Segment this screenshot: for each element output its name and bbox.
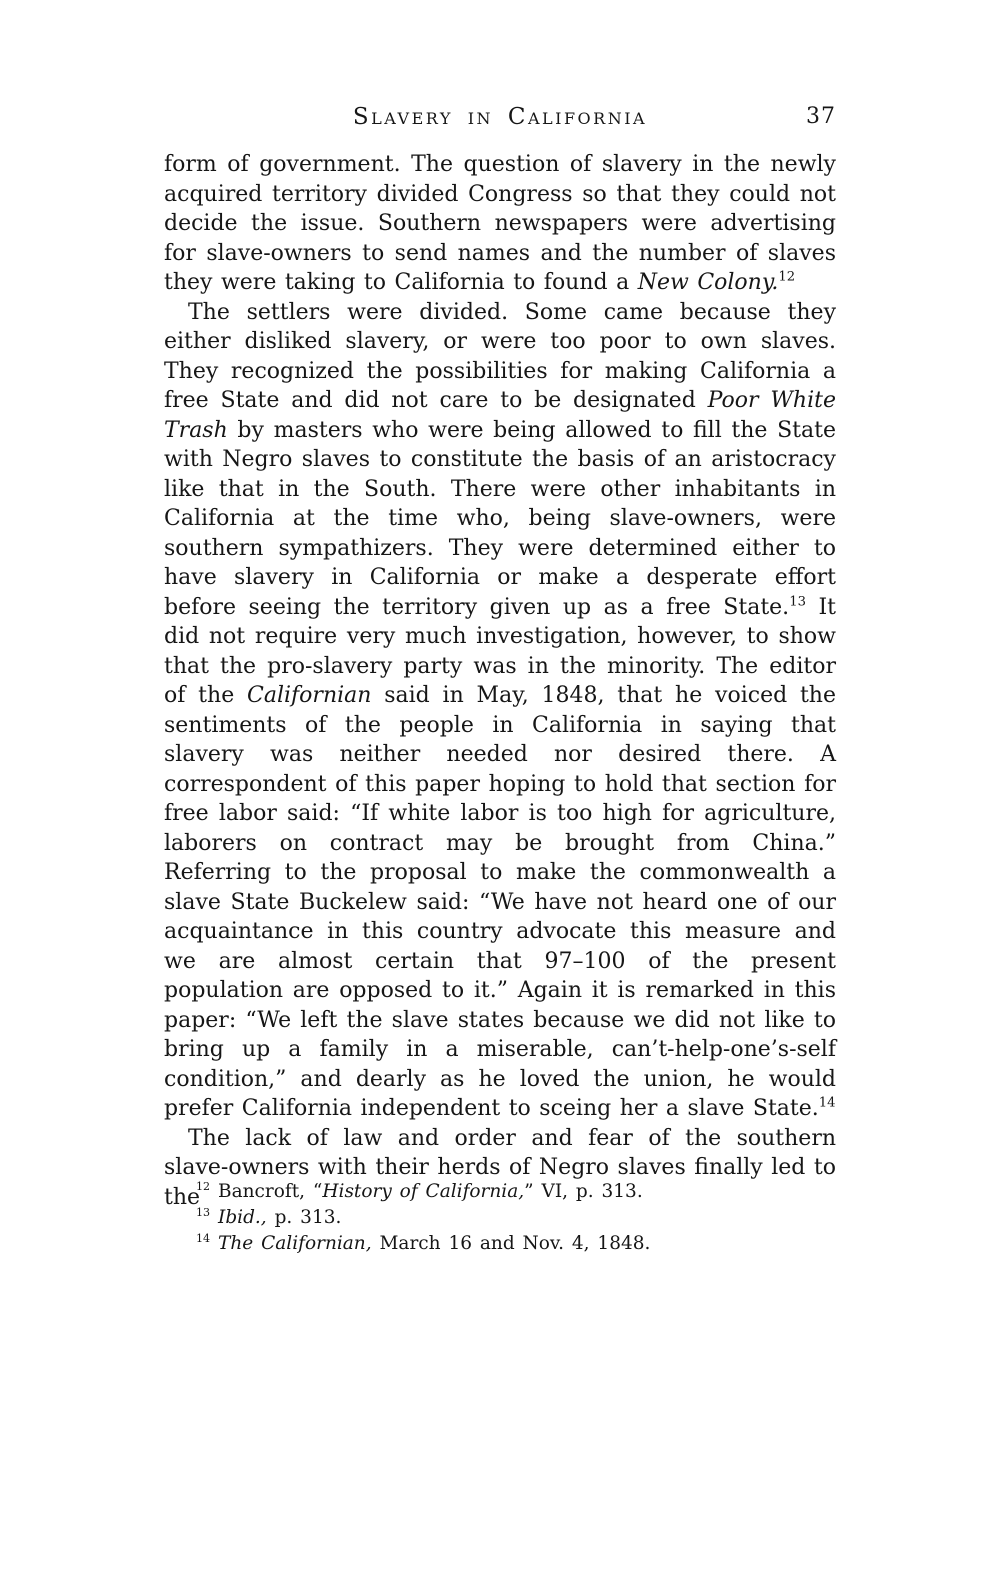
body-text (164, 150, 836, 1212)
paragraph: The settlers were divided. Some came because they either disliked slavery, or were too poor to own slaves. They recognized the possibilities for making California a free State and did not care to be designated Poor White Trash by masters who were being allowed to fill the State with Negro slaves to constitute the basis of an aristocracy like that in the South. There were other inhabitants in California at the time who, being slave-owners, were southern sympathizers. They were determined either to have slavery in California or make a desperate effort before seeing the territory given up as a free State.$^{13}$ It did not require very much investigation, however, to show that the pro-slavery party was in the minority. The editor of the Californian said in May, 1848, that he voiced the sentiments of the people in California in saying that slavery was neither needed nor desired there. A correspondent of this paper hoping to hold that section for free labor said: “If white labor is too high for agriculture, laborers on contract may be brought from China.” Referring to the proposal to make the commonwealth a slave State Buckelew said: “We have not heard one of our acquaintance in this country advocate this measure and we are almost certain that 97–100 of the present population are opposed to it.” Again it is remarked in this paper: “We left the slave states because we did not like to bring up a family in a miserable, can’t-help-one’s-self condition,” and dearly as he loved the union, he would prefer California independent to sceing her a slave State.$^{14}$ (164, 299, 836, 1121)
footnote-marker: 14 (818, 1095, 836, 1111)
page-number: 37 (806, 104, 836, 129)
footnote-marker: 12 (196, 1179, 211, 1193)
footnote-marker: 14 (196, 1231, 211, 1245)
footnote-marker: 12 (778, 269, 796, 285)
page-header (164, 103, 836, 133)
footnote: $^{14}$ The Californian, March 16 and Nov. 4, 1848. (196, 1231, 651, 1254)
running-head-title: Slavery in California (352, 104, 648, 130)
footnotes (196, 1179, 836, 1257)
paragraph: The lack of law and order and fear of the southern slave-owners with their herds of Negro slaves finally led to the (164, 1125, 836, 1210)
footnote-marker: 13 (789, 594, 806, 610)
footnote: $^{13}$ Ibid., p. 313. (196, 1205, 342, 1228)
paragraph: form of government. The question of slavery in the newly acquired territory divided Congress so that they could not decide the issue. Southern newspapers were advertising for slave-owners to send names and the number of slaves they were taking to California to found a New Colony.$^{12}$ (164, 152, 836, 295)
footnote: $^{12}$ Bancroft, “History of California,” VI, p. 313. (196, 1179, 643, 1202)
footnote-marker: 13 (196, 1205, 211, 1219)
